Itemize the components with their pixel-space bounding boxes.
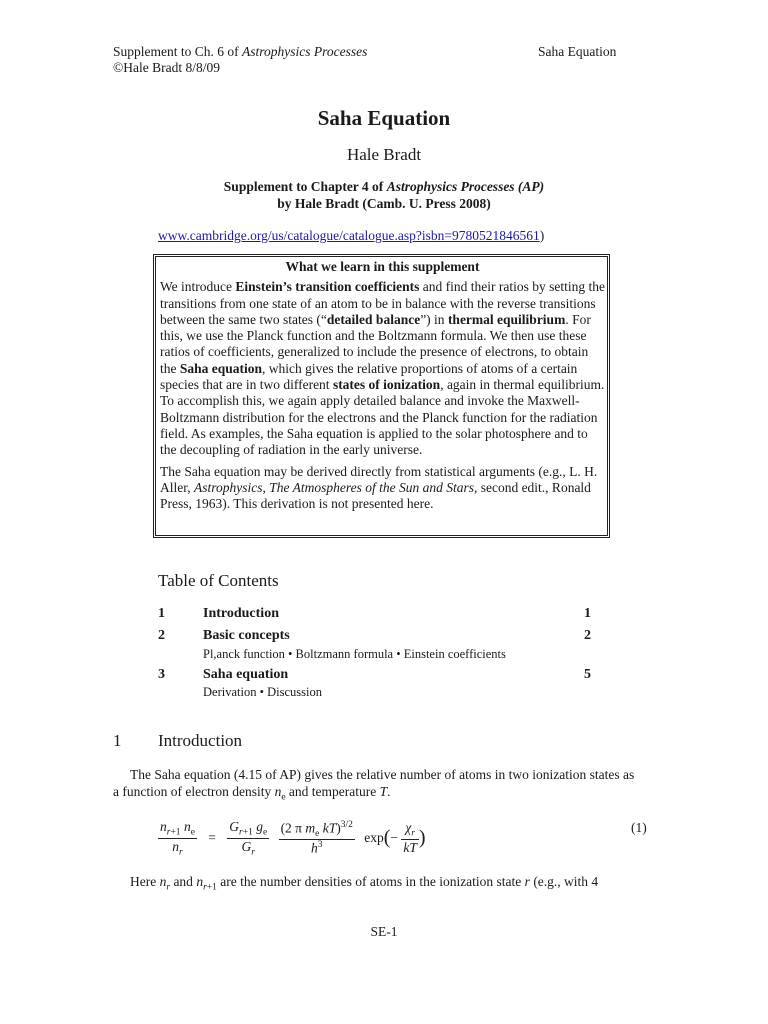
- toc-entry-page: 2: [584, 628, 591, 643]
- toc-entry-number: 2: [158, 628, 165, 643]
- toc-entry-label: Saha equation: [203, 667, 289, 682]
- header-line-1: Supplement to Ch. 6 of Astrophysics Processes: [113, 44, 368, 59]
- running-header-left: [113, 44, 367, 76]
- equation-thermal-term: $\frac{(2 \pi m_e kT)^{3/2}}{h^3}$: [280, 819, 353, 856]
- running-header-right: Saha Equation: [538, 44, 617, 59]
- book-link[interactable]: www.cambridge.org/us/catalogue/catalogue.asp?isbn=9780521846561: [158, 228, 540, 243]
- equation-number: (1): [631, 820, 647, 835]
- equation-degeneracy-ratio: $\frac{G_{r+1} g_e}{G_r}$: [229, 819, 268, 858]
- toc-heading: Table of Contents: [158, 571, 279, 590]
- summary-paragraph-1: We introduce Einstein’s transition coefficients and find their ratios by setting the transitions from one state of an atom to be in balance with the reverse transitions between the same two states (“detailed balance”) in thermal equilibrium. For this, we use the Planck function and the Boltzmann formula. We then use these ratios of coefficients, generalized to include the presence of electrons, to obtain the Saha equation, which gives the relative proportions of atoms of a certain species that are in two different states of ionization, again in thermal equilibrium. To accomplish this, we again apply detailed balance and invoke the Maxwell-Boltzmann distribution for the electrons and the Planck function for the radiation field. As examples, the Saha equation is applied to the solar photosphere and to the decoupling of radiation in the early universe.: [160, 279, 605, 458]
- toc-entry-subtopics: Derivation • Discussion: [203, 685, 322, 699]
- section-number: 1: [113, 731, 122, 750]
- toc-entry-subtopics: Pl,anck function • Boltzmann formula • Einstein coefficients: [203, 647, 506, 661]
- equation-lhs: $\frac{n_{r+1} n_e}{n_r}$: [160, 819, 195, 858]
- page-number: SE-1: [370, 924, 398, 939]
- subtitle-line-1: Supplement to Chapter 4 of Astrophysics Processes (AP): [223, 179, 545, 194]
- summary-paragraph-2: The Saha equation may be derived directly from statistical arguments (e.g., L. H. Aller, Astrophysics, The Atmospheres of the Sun and Stars, second edit., Ronald Press, 1963). This derivation is not presented here.: [160, 463, 598, 512]
- toc-entry-page: 5: [584, 667, 591, 682]
- section-title: Introduction: [158, 731, 243, 750]
- subtitle-line-2: by Hale Bradt (Camb. U. Press 2008): [277, 196, 491, 211]
- intro-paragraph: The Saha equation (4.15 of AP) gives the relative number of atoms in two ionization states as a function of electron density $n_e$ and temperature T.: [113, 767, 635, 803]
- equation-exponent: $\frac{\chi_r}{kT}$: [403, 820, 417, 856]
- author-name: Hale Bradt: [346, 145, 422, 164]
- toc-entry-number: 3: [158, 667, 165, 682]
- definitions-paragraph: Here $n_r$ and $n_{r+1}$ are the number densities of atoms in the ionization state r (e.g., with 4: [130, 874, 599, 893]
- toc-entry-number: 1: [158, 606, 165, 621]
- header-copyright: ©Hale Bradt 8/8/09: [113, 60, 220, 75]
- summary-box: [153, 254, 610, 538]
- page-title: Saha Equation: [317, 106, 451, 130]
- book-link-line: www.cambridge.org/us/catalogue/catalogue.asp?isbn=9780521846561): [158, 228, 545, 243]
- toc-entry-label: Basic concepts: [203, 628, 290, 643]
- saha-equation: $\frac{n_{r+1} n_e}{n_r}$ = $\frac{G_{r+1} g_e}{G_r}$ $\frac{(2 \pi m_e kT)^{3/2}}{h^3}$ exp(− $\frac{\chi_r}{kT}$ ): [160, 819, 426, 858]
- summary-box-title: What we learn in this supplement: [285, 259, 480, 274]
- toc-entry-page: 1: [584, 606, 591, 621]
- toc-entry-label: Introduction: [203, 606, 279, 621]
- subtitle: [0, 178, 768, 212]
